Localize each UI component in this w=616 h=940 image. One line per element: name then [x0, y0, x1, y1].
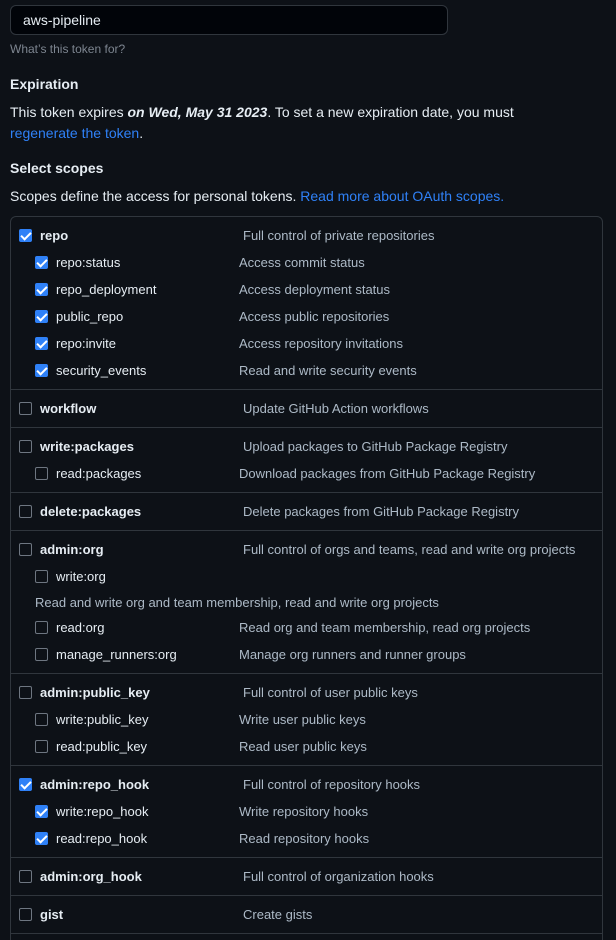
scope-admin-org-hook — [11, 867, 602, 887]
scope-write-repo-hook — [11, 802, 602, 822]
scope-checkbox[interactable] — [35, 570, 48, 583]
scope-name: read:repo_hook — [56, 831, 148, 846]
scope-checkbox[interactable] — [35, 283, 48, 296]
scope-checkbox[interactable] — [19, 440, 32, 453]
scope-checkbox[interactable] — [35, 832, 48, 845]
scope-checkbox[interactable] — [19, 778, 32, 791]
scope-checkbox[interactable] — [19, 505, 32, 518]
scope-repo-deployment — [11, 280, 602, 300]
scope-delete-packages — [11, 502, 602, 522]
scope-name: admin:public_key — [40, 685, 150, 700]
scope-checkbox[interactable] — [19, 543, 32, 556]
scope-read-repo-hook — [11, 829, 602, 849]
scope-repo — [11, 226, 602, 246]
scope-description: Full control of user public keys — [243, 685, 418, 700]
scope-name: security_events — [56, 363, 147, 378]
divider — [11, 765, 602, 766]
scope-description: Write repository hooks — [239, 804, 369, 819]
scope-description: Full control of orgs and teams, read and write org projects — [243, 542, 576, 557]
scope-write-org — [11, 567, 602, 587]
scope-description: Read repository hooks — [239, 831, 370, 846]
scope-description: Manage org runners and runner groups — [239, 647, 466, 662]
scope-manage-runners-org — [11, 645, 602, 665]
divider — [11, 492, 602, 493]
scope-description: Download packages from GitHub Package Registry — [239, 466, 536, 481]
scope-admin-public-key — [11, 683, 602, 703]
scope-gist — [11, 905, 602, 925]
scope-checkbox[interactable] — [35, 740, 48, 753]
scope-read-org — [11, 618, 602, 638]
scope-checkbox[interactable] — [35, 805, 48, 818]
divider — [11, 933, 602, 934]
expiration-date: on Wed, May 31 2023 — [127, 104, 268, 120]
scope-workflow — [11, 399, 602, 419]
scope-name: repo:status — [56, 255, 121, 270]
scope-description: Access commit status — [239, 255, 365, 270]
scope-write-packages — [11, 437, 602, 457]
scopes-intro: Scopes define the access for personal tokens. Read more about OAuth scopes. — [10, 188, 505, 204]
scope-name: write:packages — [40, 439, 134, 454]
scope-checkbox[interactable] — [35, 364, 48, 377]
divider — [11, 530, 602, 531]
scope-name: admin:org — [40, 542, 104, 557]
scope-description: Upload packages to GitHub Package Registry — [243, 439, 508, 454]
scope-name: write:public_key — [56, 712, 149, 727]
scope-description: Full control of repository hooks — [243, 777, 421, 792]
scope-name: delete:packages — [40, 504, 142, 519]
scope-description: Create gists — [243, 907, 313, 922]
scope-name: read:packages — [56, 466, 142, 481]
scope-name: read:public_key — [56, 739, 148, 754]
regenerate-token-link[interactable]: regenerate the token — [10, 125, 140, 141]
scope-security-events — [11, 361, 602, 381]
scope-name: manage_runners:org — [56, 647, 177, 662]
divider — [11, 857, 602, 858]
scope-write-public-key — [11, 710, 602, 730]
scope-description: Full control of organization hooks — [243, 869, 434, 884]
divider — [11, 895, 602, 896]
scope-checkbox[interactable] — [35, 713, 48, 726]
scope-checkbox[interactable] — [35, 467, 48, 480]
scope-description: Delete packages from GitHub Package Registry — [243, 504, 520, 519]
scope-checkbox[interactable] — [35, 648, 48, 661]
scope-repo-status — [11, 253, 602, 273]
scope-description: Full control of private repositories — [243, 228, 435, 243]
scope-name: read:org — [56, 620, 105, 635]
scope-description: Access repository invitations — [239, 336, 404, 351]
scope-checkbox[interactable] — [19, 229, 32, 242]
scope-checkbox[interactable] — [19, 686, 32, 699]
divider — [11, 389, 602, 390]
scope-name: workflow — [40, 401, 97, 416]
scope-description: Read user public keys — [239, 739, 367, 754]
scope-checkbox[interactable] — [35, 256, 48, 269]
scope-read-public-key — [11, 737, 602, 757]
scope-description: Access public repositories — [239, 309, 390, 324]
scope-checkbox[interactable] — [35, 310, 48, 323]
token-note-input[interactable] — [10, 5, 448, 35]
scope-read-packages — [11, 464, 602, 484]
oauth-scopes-link[interactable]: Read more about OAuth scopes. — [300, 188, 505, 204]
scope-name: repo_deployment — [56, 282, 157, 297]
scope-repo-invite — [11, 334, 602, 354]
scope-name: repo:invite — [56, 336, 116, 351]
scope-description: Read org and team membership, read org projects — [239, 620, 531, 635]
scope-description: Read and write org and team membership, read and write org projects — [35, 595, 439, 610]
scope-name: write:repo_hook — [56, 804, 149, 819]
divider — [11, 427, 602, 428]
expiration-heading: Expiration — [10, 76, 79, 92]
scope-description: Update GitHub Action workflows — [243, 401, 429, 416]
scope-description: Read and write security events — [239, 363, 417, 378]
scope-checkbox[interactable] — [35, 337, 48, 350]
scope-checkbox[interactable] — [19, 870, 32, 883]
scope-name: admin:org_hook — [40, 869, 142, 884]
divider — [11, 673, 602, 674]
scope-description: Write user public keys — [239, 712, 366, 727]
scope-name: public_repo — [56, 309, 124, 324]
scope-name: write:org — [56, 569, 106, 584]
scope-admin-org — [11, 540, 602, 560]
scope-name: gist — [40, 907, 64, 922]
scope-description: Access deployment status — [239, 282, 391, 297]
scope-checkbox[interactable] — [19, 908, 32, 921]
scope-name: repo — [40, 228, 69, 243]
token-note-hint: What’s this token for? — [10, 42, 126, 56]
scope-checkbox[interactable] — [35, 621, 48, 634]
expiration-text: This token expires on Wed, May 31 2023. To set a new expiration date, you must regenerate the token. — [10, 104, 514, 141]
scope-admin-repo-hook — [11, 775, 602, 795]
scope-name: admin:repo_hook — [40, 777, 150, 792]
select-scopes-heading: Select scopes — [10, 160, 104, 176]
scopes-list — [10, 216, 603, 940]
scope-public-repo — [11, 307, 602, 327]
scope-checkbox[interactable] — [19, 402, 32, 415]
